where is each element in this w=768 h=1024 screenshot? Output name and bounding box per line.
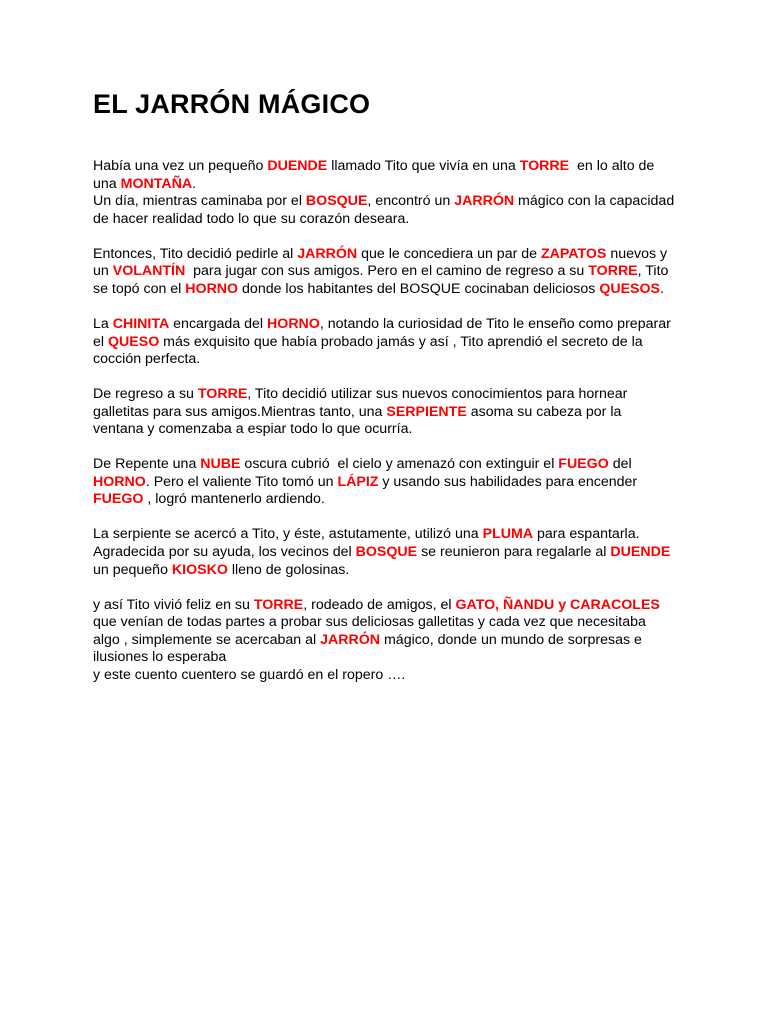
- text-run: para jugar con sus amigos. Pero en el camino de regreso a su: [185, 263, 589, 280]
- text-line: [93, 649, 678, 667]
- keyword-highlight: VOLANTÍN: [112, 263, 186, 280]
- story-paragraph: [93, 316, 678, 369]
- text-line: [93, 211, 678, 229]
- text-run: que venían de todas partes a probar sus deliciosas galletitas y cada vez que necesitaba: [93, 614, 646, 631]
- text-run: mágico con la capacidad: [514, 193, 675, 210]
- text-run: , logró mantenerlo ardiendo.: [143, 491, 325, 508]
- document-body: [93, 158, 678, 685]
- text-run: galletitas para sus amigos.Mientras tanto, una: [93, 403, 387, 420]
- text-run: ilusiones lo esperaba: [93, 649, 227, 666]
- text-line: [93, 544, 678, 562]
- text-line: [93, 562, 678, 580]
- text-run: oscura cubrió el cielo y amenazó con extinguir el: [240, 456, 559, 473]
- keyword-highlight: TORRE: [519, 158, 570, 174]
- text-run: algo , simplemente se acercaban al: [93, 631, 321, 648]
- keyword-highlight: JARRÓN: [320, 631, 381, 648]
- text-run: una: [93, 175, 121, 192]
- keyword-highlight: ZAPATOS: [540, 245, 607, 262]
- text-run: y usando sus habilidades para encender: [378, 473, 638, 490]
- text-run: y así Tito vivió feliz en su: [93, 596, 254, 613]
- text-run: se topó con el: [93, 280, 186, 297]
- keyword-highlight: DUENDE: [267, 158, 328, 174]
- text-run: mágico, donde un mundo de sorpresas e: [380, 631, 642, 648]
- text-run: y este cuento cuentero se guardó en el ropero ….: [93, 667, 406, 683]
- text-run: , encontró un: [367, 193, 455, 210]
- story-paragraph: [93, 456, 678, 509]
- text-line: [93, 193, 678, 211]
- keyword-highlight: JARRÓN: [297, 245, 358, 262]
- text-line: [93, 667, 678, 685]
- keyword-highlight: KIOSKO: [171, 561, 228, 578]
- text-line: [93, 474, 678, 492]
- text-line: [93, 491, 678, 509]
- text-run: Entonces, Tito decidió pedirle al: [93, 245, 298, 262]
- keyword-highlight: GATO, ÑANDU y CARACOLES: [455, 596, 660, 613]
- text-run: .: [192, 175, 197, 192]
- document-page: [93, 86, 678, 702]
- text-run: que le concediera un par de: [357, 245, 541, 262]
- keyword-highlight: FUEGO: [558, 456, 609, 473]
- keyword-highlight: DUENDE: [610, 544, 671, 561]
- keyword-highlight: FUEGO: [93, 491, 144, 508]
- keyword-highlight: JARRÓN: [454, 193, 515, 210]
- text-line: [93, 632, 678, 650]
- keyword-highlight: SERPIENTE: [386, 403, 467, 420]
- keyword-highlight: BOSQUE: [355, 544, 418, 561]
- text-run: , Tito decidió utilizar sus nuevos conocimientos para hornear: [247, 386, 628, 403]
- text-run: llamado Tito que vivía en una: [327, 158, 520, 174]
- text-run: . Pero el valiente Tito tomó un: [145, 473, 338, 490]
- keyword-highlight: HORNO: [93, 473, 146, 490]
- story-paragraph: [93, 158, 678, 228]
- story-paragraph: [93, 597, 678, 685]
- keyword-highlight: TORRE: [253, 596, 304, 613]
- text-run: se reunieron para regalarle al: [417, 544, 611, 561]
- text-line: [93, 404, 678, 422]
- keyword-highlight: CHINITA: [112, 315, 170, 332]
- story-paragraph: [93, 246, 678, 299]
- text-run: De regreso a su: [93, 386, 198, 403]
- text-line: [93, 281, 678, 299]
- text-line: [93, 334, 678, 352]
- text-line: [93, 614, 678, 632]
- text-line: [93, 386, 678, 404]
- text-line: [93, 176, 678, 194]
- keyword-highlight: LÁPIZ: [337, 473, 379, 490]
- text-run: encargada del: [169, 315, 268, 332]
- text-line: [93, 158, 678, 176]
- text-run: cocción perfecta.: [93, 351, 201, 368]
- text-run: Agradecida por su ayuda, los vecinos del: [93, 544, 356, 561]
- text-run: Había una vez un pequeño: [93, 158, 268, 174]
- text-run: De Repente una: [93, 456, 201, 473]
- keyword-highlight: QUESO: [107, 333, 160, 350]
- text-run: ventana y comenzaba a espiar todo lo que ocurría.: [93, 421, 413, 438]
- document-title: EL JARRÓN MÁGICO: [93, 89, 371, 119]
- text-line: [93, 421, 678, 439]
- text-run: , rodeado de amigos, el: [303, 596, 456, 613]
- text-run: de hacer realidad todo lo que su corazón deseara.: [93, 210, 410, 227]
- text-run: , Tito: [637, 263, 669, 280]
- text-line: [93, 246, 678, 264]
- keyword-highlight: HORNO: [185, 280, 239, 297]
- text-run: nuevos y: [606, 245, 668, 262]
- text-line: [93, 456, 678, 474]
- text-line: [93, 597, 678, 615]
- text-run: en lo alto de: [569, 158, 655, 174]
- keyword-highlight: NUBE: [200, 456, 241, 473]
- text-run: un pequeño: [93, 561, 172, 578]
- text-run: , notando la curiosidad de Tito le enseño como preparar: [319, 315, 671, 332]
- keyword-highlight: BOSQUE: [305, 193, 368, 210]
- text-run: La serpiente se acercó a Tito, y éste, astutamente, utilizó una: [93, 526, 483, 543]
- story-paragraph: [93, 526, 678, 579]
- text-run: más exquisito que había probado jamás y así , Tito aprendió el secreto de la: [159, 333, 643, 350]
- text-run: un: [93, 263, 113, 280]
- text-run: donde los habitantes del BOSQUE cocinaban deliciosos: [238, 280, 600, 297]
- text-line: [93, 263, 678, 281]
- text-run: .: [660, 280, 664, 297]
- text-run: del: [608, 456, 632, 473]
- story-paragraph: [93, 386, 678, 439]
- keyword-highlight: TORRE: [197, 386, 248, 403]
- text-line: [93, 316, 678, 334]
- text-run: para espantarla.: [533, 526, 640, 543]
- text-run: el: [93, 333, 108, 350]
- keyword-highlight: MONTAÑA: [120, 175, 193, 192]
- keyword-highlight: TORRE: [588, 263, 638, 280]
- text-run: lleno de golosinas.: [227, 561, 350, 578]
- keyword-highlight: HORNO: [267, 315, 320, 332]
- keyword-highlight: PLUMA: [482, 526, 534, 543]
- keyword-highlight: QUESOS: [599, 280, 661, 297]
- text-line: [93, 351, 678, 369]
- text-run: asoma su cabeza por la: [466, 403, 622, 420]
- text-run: La: [93, 315, 113, 332]
- text-line: [93, 526, 678, 544]
- text-run: Un día, mientras caminaba por el: [93, 193, 306, 210]
